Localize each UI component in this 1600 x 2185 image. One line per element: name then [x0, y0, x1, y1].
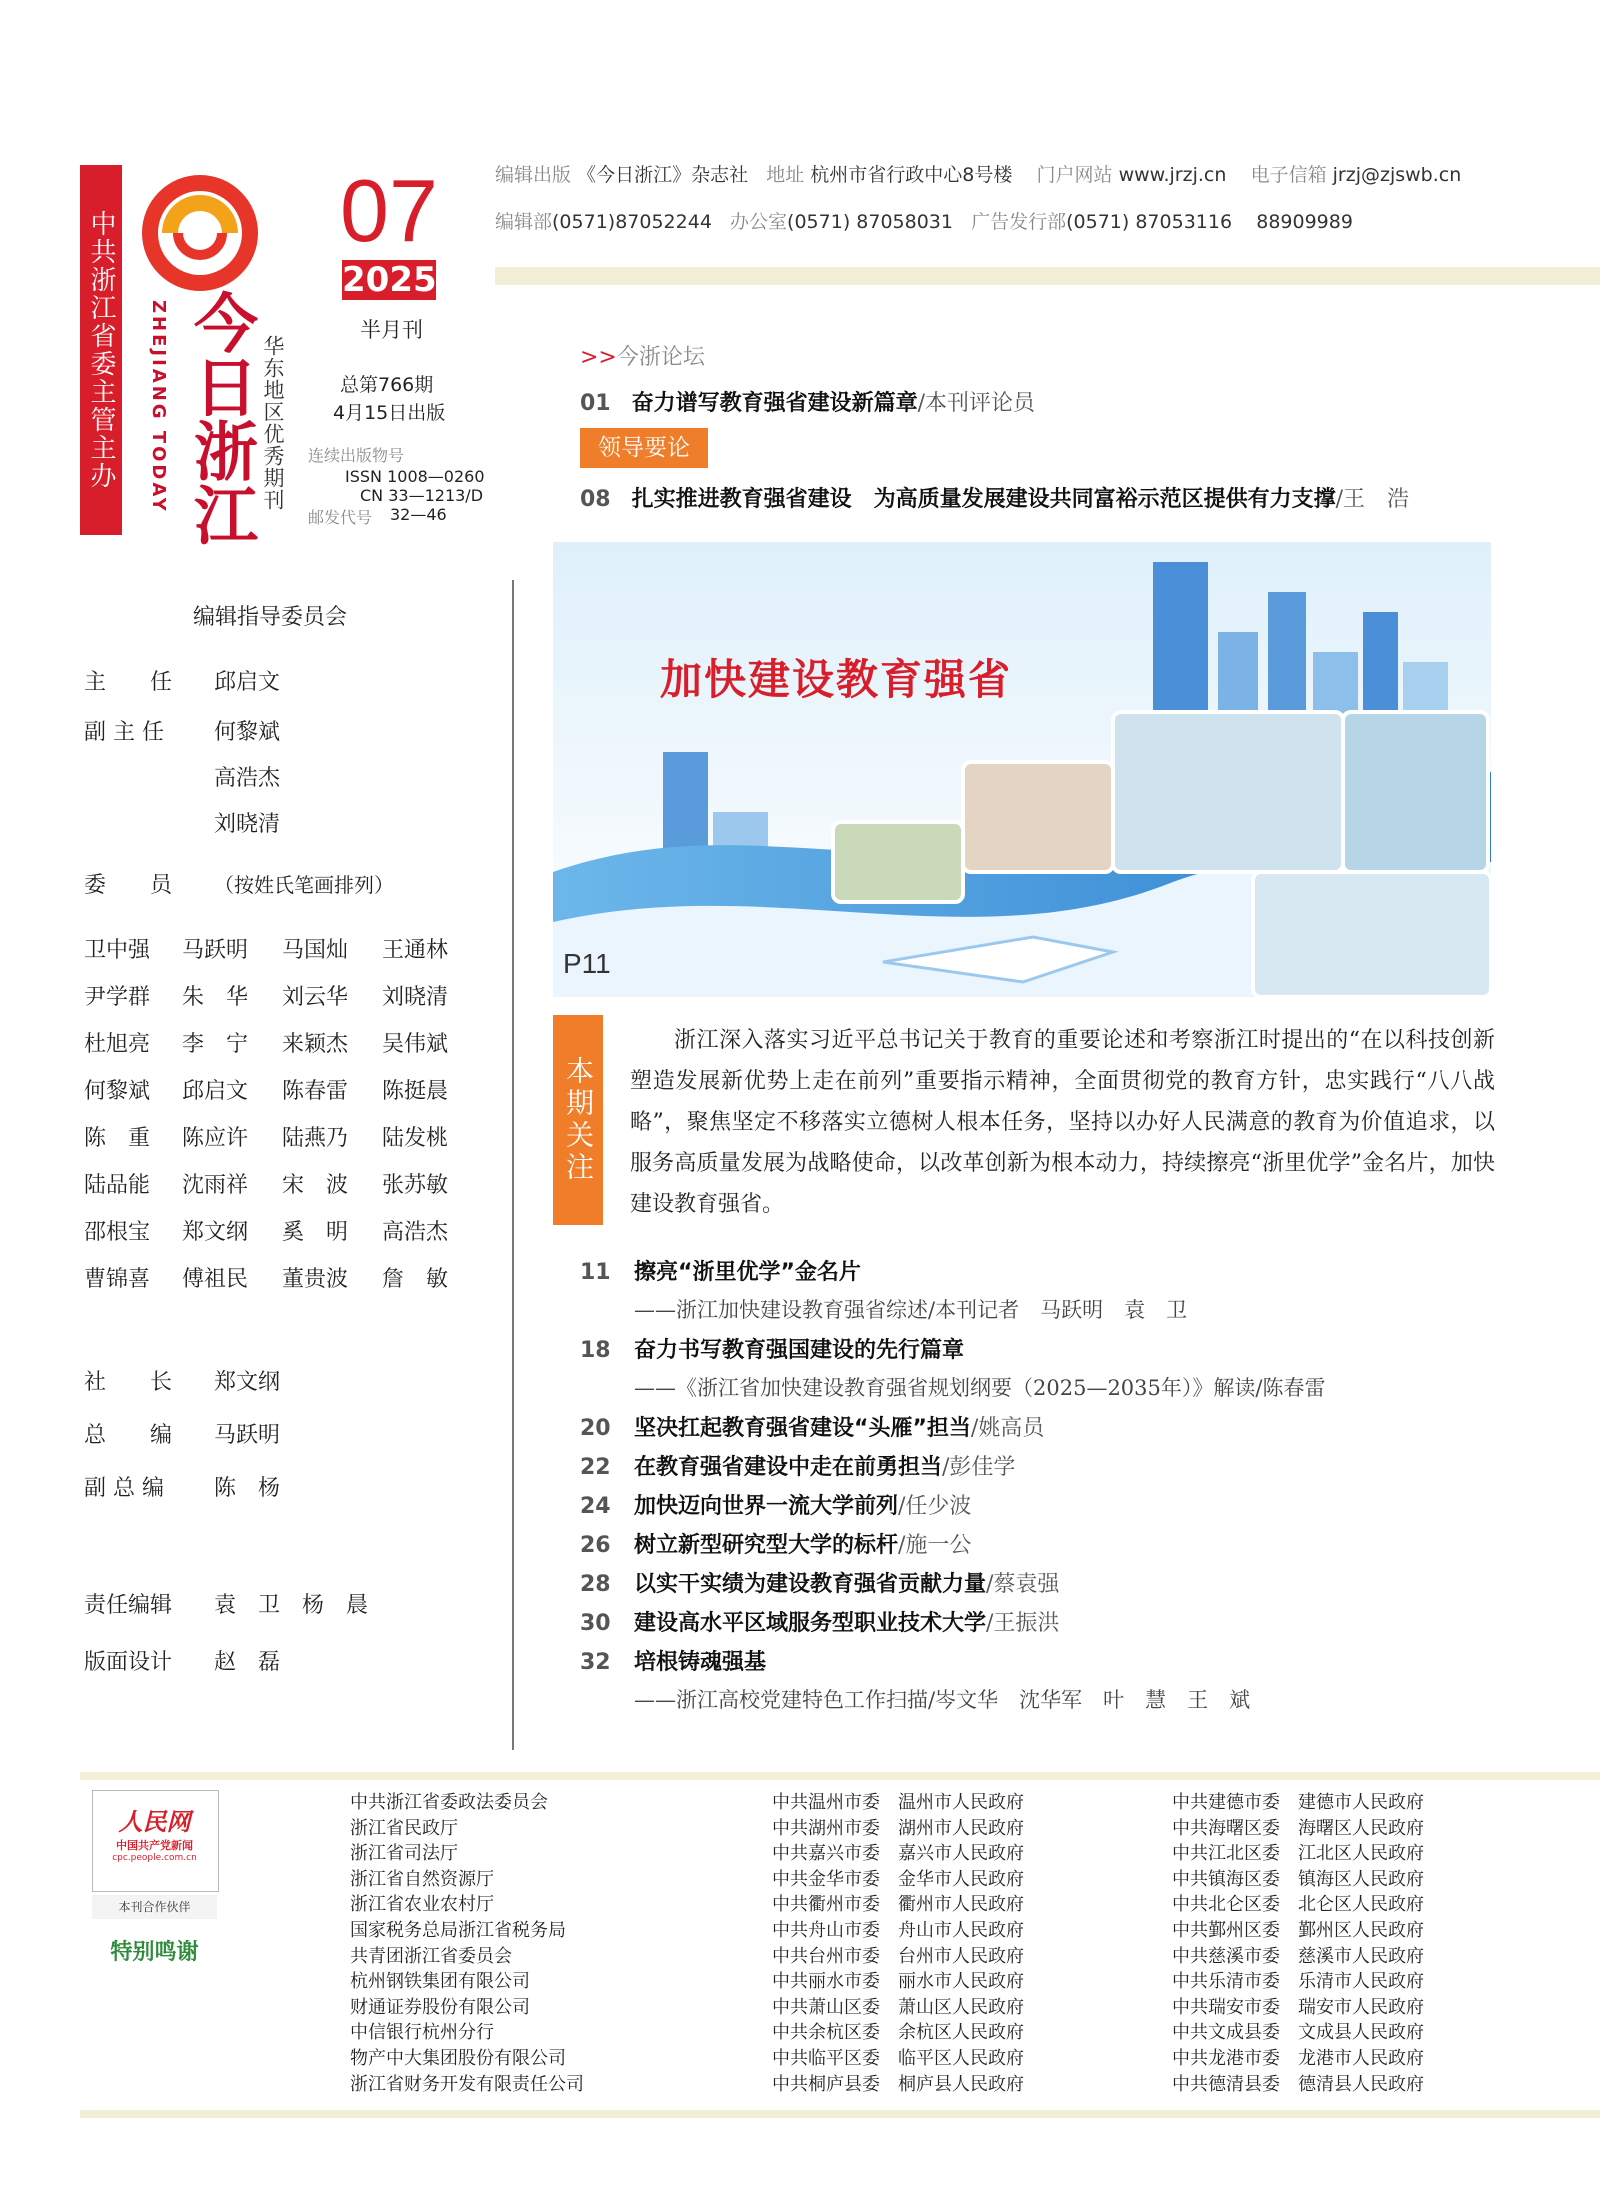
ack-entry: 中共湖州市委 湖州市人民政府: [772, 1817, 1024, 1839]
ack-entry: 中共嘉兴市委 嘉兴市人民政府: [772, 1843, 1024, 1865]
toc-page-number: 20: [580, 1416, 611, 1441]
director-row: 主 任 邱启文: [84, 670, 281, 695]
ack-entry: 浙江省农业农村厅: [350, 1894, 494, 1916]
committee-member: 刘云华: [282, 985, 349, 1010]
ack-entry: 浙江省自然资源厅: [350, 1868, 494, 1890]
staff-row: [84, 1645, 280, 1676]
toc-item[interactable]: [580, 1333, 964, 1364]
toc-author: /蔡袁强: [986, 1572, 1060, 1597]
toc-page-number: 32: [580, 1650, 611, 1675]
staff-name: 郑文纲: [214, 1370, 281, 1395]
frequency: 半月刊: [360, 318, 423, 342]
committee-member: 朱 华: [182, 985, 249, 1010]
issue-year: 2025: [342, 260, 437, 300]
toc-page-number: 24: [580, 1494, 611, 1519]
toc-page-number: 11: [580, 1260, 611, 1285]
committee-member: 卫中强: [84, 938, 151, 963]
committee-member: 詹 敏: [382, 1267, 449, 1292]
committee-member: 李 宁: [182, 1032, 249, 1057]
toc-title: 奋力书写教育强国建设的先行篇章: [634, 1338, 965, 1363]
postal-code: 32—46: [390, 505, 447, 524]
ack-entry: 中共文成县委 文成县人民政府: [1172, 2022, 1424, 2044]
committee-member: 邵根宝: [84, 1220, 151, 1245]
ack-entry: 浙江省财务开发有限责任公司: [350, 2073, 584, 2095]
ack-entry: 中共浙江省委政法委员会: [350, 1792, 548, 1813]
ack-entry: 中共衢州市委 衢州市人民政府: [772, 1894, 1024, 1916]
ack-entry: 浙江省民政厅: [350, 1817, 458, 1839]
toc-item[interactable]: [580, 1528, 971, 1559]
column-divider: [512, 580, 514, 1750]
staff-role: 责任编辑: [84, 1593, 173, 1618]
ack-entry: 中共桐庐县委 桐庐县人民政府: [772, 2073, 1024, 2095]
cover-story-banner[interactable]: [553, 542, 1491, 997]
deputy-row: 副 主 任 何黎斌: [84, 720, 281, 745]
serial-label: 连续出版物号: [308, 446, 405, 465]
focus-intro-text: 浙江深入落实习近平总书记关于教育的重要论述和考察浙江时提出的“在以科技创新塑造发展新优势上走在前列”重要指示精神，全面贯彻党的教育方针，忠实践行“八八战略”，聚焦坚定不移落实立德树人根本任务，坚持以办好人民满意的教育为价值追求，以服务高质量发展为战略使命，以改革创新为根本动力，持续擦亮“浙里优学”金名片，加快建设教育强省。: [630, 1028, 1495, 1217]
committee-member: 宋 波: [282, 1173, 349, 1198]
committee-member: 杜旭亮: [84, 1032, 151, 1057]
staff-row: [84, 1418, 280, 1449]
committee-member: 陈春雷: [282, 1079, 349, 1104]
ack-entry: 中共台州市委 台州市人民政府: [772, 1945, 1024, 1967]
staff-name: 陈 杨: [214, 1476, 281, 1501]
issn: ISSN 1008—0260: [345, 467, 485, 486]
forum-section-title: >>今浙论坛: [580, 345, 705, 370]
ack-entry: 中共萧山区委 萧山区人民政府: [772, 1996, 1024, 2018]
committee-member: 张苏敏: [382, 1173, 449, 1198]
partner-url[interactable]: cpc.people.com.cn: [112, 1853, 197, 1863]
toc-subtitle: ——浙江加快建设教育强省综述/本刊记者 马跃明 袁 卫: [634, 1298, 1188, 1322]
banner-title: 加快建设教育强省: [660, 655, 1013, 704]
toc-title: 以实干实绩为建设教育强省贡献力量: [634, 1572, 987, 1597]
ack-entry: 中共江北区委 江北区人民政府: [1172, 1843, 1424, 1865]
ack-entry: 中共镇海区委 镇海区人民政府: [1172, 1868, 1424, 1890]
toc-title: 擦亮“浙里优学”金名片: [634, 1260, 861, 1285]
toc-item[interactable]: [580, 1411, 1044, 1442]
committee-title: 编辑指导委员会: [192, 605, 347, 630]
staff-role: 社 长: [84, 1370, 173, 1395]
ack-entry: 中共余杭区委 余杭区人民政府: [772, 2022, 1024, 2044]
toc-author: /彭佳学: [942, 1455, 1016, 1480]
thanks-label: 特别鸣谢: [110, 1939, 199, 1965]
toc-title: 坚决扛起教育强省建设“头雁”担当: [634, 1416, 971, 1441]
members-row: 委 员 （按姓氏笔画排列）: [84, 873, 394, 898]
toc-author: /姚高员: [970, 1416, 1045, 1441]
ack-entry: 中共丽水市委 丽水市人民政府: [772, 1971, 1024, 1993]
toc-page-number: 18: [580, 1338, 611, 1363]
staff-name: 袁 卫 杨 晨: [214, 1593, 369, 1618]
committee-member: 陈挺晨: [382, 1079, 449, 1104]
committee-member: 奚 明: [282, 1220, 349, 1245]
ack-entry: 中共建德市委 建德市人民政府: [1172, 1792, 1424, 1813]
committee-member: 陈 重: [84, 1126, 151, 1151]
toc-author: /王振洪: [986, 1611, 1060, 1636]
email-link[interactable]: jrzj@zjswb.cn: [1332, 164, 1462, 186]
header-info-line2: 编辑部(0571)87052244 办公室(0571) 87058031 广告发行部(0571) 87053116 88909989: [495, 211, 1353, 233]
ack-entry: 中共温州市委 温州市人民政府: [772, 1792, 1024, 1813]
toc-item[interactable]: [580, 1489, 971, 1520]
partner-label: 本刊合作伙伴: [92, 1895, 217, 1919]
committee-member: 沈雨祥: [182, 1173, 249, 1198]
toc-author: /施一公: [898, 1533, 972, 1558]
ack-entry: 中共金华市委 金华市人民政府: [772, 1868, 1024, 1890]
toc-subtitle: ——浙江高校党建特色工作扫描/岑文华 沈华军 叶 慧 王 斌: [634, 1688, 1251, 1712]
ack-column-1: [350, 1790, 584, 2097]
ack-entry: 中共瑞安市委 瑞安市人民政府: [1172, 1996, 1424, 2018]
toc-page-number: 30: [580, 1611, 611, 1636]
committee-member: 陈应许: [182, 1126, 249, 1151]
toc-item-forum[interactable]: 01 奋力谱写教育强省建设新篇章/本刊评论员: [580, 391, 1036, 416]
ack-entry: 中共德清县委 德清县人民政府: [1172, 2073, 1424, 2095]
staff-role: 版面设计: [84, 1650, 173, 1675]
toc-page-number: 28: [580, 1572, 611, 1597]
deputy-name: 刘晓清: [214, 812, 281, 837]
ack-entry: 中共龙港市委 龙港市人民政府: [1172, 2047, 1424, 2069]
staff-row: [84, 1365, 280, 1396]
ack-entry: 国家税务总局浙江省税务局: [350, 1919, 566, 1941]
toc-title: 在教育强省建设中走在前勇担当: [634, 1455, 943, 1480]
partner-name: 人民网: [118, 1807, 191, 1836]
staff-name: 马跃明: [214, 1423, 281, 1448]
toc-title: 培根铸魂强基: [634, 1650, 767, 1675]
ack-entry: 中共乐清市委 乐清市人民政府: [1172, 1971, 1424, 1993]
committee-member: 郑文纲: [182, 1220, 249, 1245]
committee-member: 马跃明: [182, 938, 249, 963]
committee-member: 吴伟斌: [382, 1032, 449, 1057]
committee-member: 陆品能: [84, 1173, 151, 1198]
toc-page-number: 26: [580, 1533, 611, 1558]
ack-column-3: [1172, 1790, 1424, 2097]
toc-title: 建设高水平区域服务型职业技术大学: [634, 1611, 987, 1636]
focus-section-label: 本期关注: [553, 1015, 603, 1225]
committee-member: 马国灿: [282, 938, 349, 963]
cn-number: CN 33—1213/D: [360, 486, 484, 505]
sponsor-band: 中共浙江省委主管主办: [80, 165, 122, 535]
ack-entry: 中信银行杭州分行: [350, 2022, 494, 2044]
committee-member: 陆发桃: [382, 1126, 449, 1151]
committee-member: 何黎斌: [84, 1079, 151, 1104]
footer-divider-top: [80, 1772, 1600, 1780]
award-label: 华东地区优秀期刊: [261, 335, 285, 511]
committee-member: 曹锦喜: [84, 1267, 151, 1292]
ack-entry: 共青团浙江省委员会: [350, 1945, 512, 1967]
ack-entry: 中共舟山市委 舟山市人民政府: [772, 1919, 1024, 1941]
deputy-name: 高浩杰: [214, 766, 281, 791]
committee-member: 尹学群: [84, 985, 151, 1010]
committee-member: 董贵波: [282, 1267, 349, 1292]
staff-row: [84, 1588, 368, 1619]
toc-subtitle: ——《浙江省加快建设教育强省规划纲要（2025—2035年）》解读/陈春雷: [634, 1376, 1326, 1400]
issue-number: 07: [340, 161, 438, 260]
header-divider: [495, 267, 1600, 285]
committee-member: 刘晓清: [382, 985, 449, 1010]
toc-item[interactable]: [580, 1645, 766, 1676]
committee-member: 王通林: [382, 938, 449, 963]
ack-entry: 中共海曙区委 海曙区人民政府: [1172, 1817, 1424, 1839]
toc-item[interactable]: [580, 1606, 1059, 1637]
ack-entry: 物产中大集团股份有限公司: [350, 2047, 566, 2069]
partner-sub: 中国共产党新闻: [116, 1839, 193, 1852]
staff-role: 副 总 编: [84, 1476, 164, 1501]
toc-item[interactable]: [580, 1567, 1059, 1598]
postal-label: 邮发代号: [308, 508, 373, 527]
banner-page: P11: [563, 948, 611, 979]
ack-entry: 财通证券股份有限公司: [350, 1996, 530, 2018]
toc-page-number: 22: [580, 1455, 611, 1480]
leadership-section-label: 领导要论: [580, 428, 708, 468]
committee-member: 邱启文: [182, 1079, 249, 1104]
ack-entry: 中共慈溪市委 慈溪市人民政府: [1172, 1945, 1424, 1967]
magazine-name: 今日浙江: [183, 290, 258, 546]
magazine-name-en: ZHEJIANG TODAY: [148, 300, 169, 514]
total-issue: 总第766期: [340, 374, 434, 396]
staff-name: 赵 磊: [214, 1650, 281, 1675]
toc-item[interactable]: [580, 1255, 861, 1286]
staff-role: 总 编: [84, 1423, 173, 1448]
committee-member: 傅祖民: [182, 1267, 249, 1292]
toc-item[interactable]: [580, 1450, 1015, 1481]
footer-divider-bottom: [80, 2110, 1600, 2118]
ack-entry: 浙江省司法厅: [350, 1843, 458, 1865]
committee-member: 陆燕乃: [282, 1126, 349, 1151]
ack-entry: 中共临平区委 临平区人民政府: [772, 2047, 1024, 2069]
staff-row: [84, 1471, 280, 1502]
ack-entry: 杭州钢铁集团有限公司: [350, 1971, 530, 1993]
header-info-line1: 编辑出版 《今日浙江》杂志社 地址 杭州市省行政中心8号楼 门户网站 www.jrzj.cn 电子信箱 jrzj@zjswb.cn: [495, 164, 1462, 186]
toc-title: 加快迈向世界一流大学前列: [634, 1494, 899, 1519]
toc-item-leadership[interactable]: 08 扎实推进教育强省建设 为高质量发展建设共同富裕示范区提供有力支撑/王 浩: [580, 487, 1410, 512]
portal-link[interactable]: www.jrzj.cn: [1118, 164, 1227, 186]
publish-date: 4月15日出版: [333, 402, 446, 424]
ack-entry: 中共鄞州区委 鄞州区人民政府: [1172, 1919, 1424, 1941]
committee-member: 来颖杰: [282, 1032, 349, 1057]
ack-entry: 中共北仑区委 北仑区人民政府: [1172, 1894, 1424, 1916]
committee-member: 高浩杰: [382, 1220, 449, 1245]
toc-title: 树立新型研究型大学的标杆: [634, 1533, 899, 1558]
toc-author: /任少波: [898, 1494, 972, 1519]
ack-column-2: [772, 1790, 1024, 2097]
